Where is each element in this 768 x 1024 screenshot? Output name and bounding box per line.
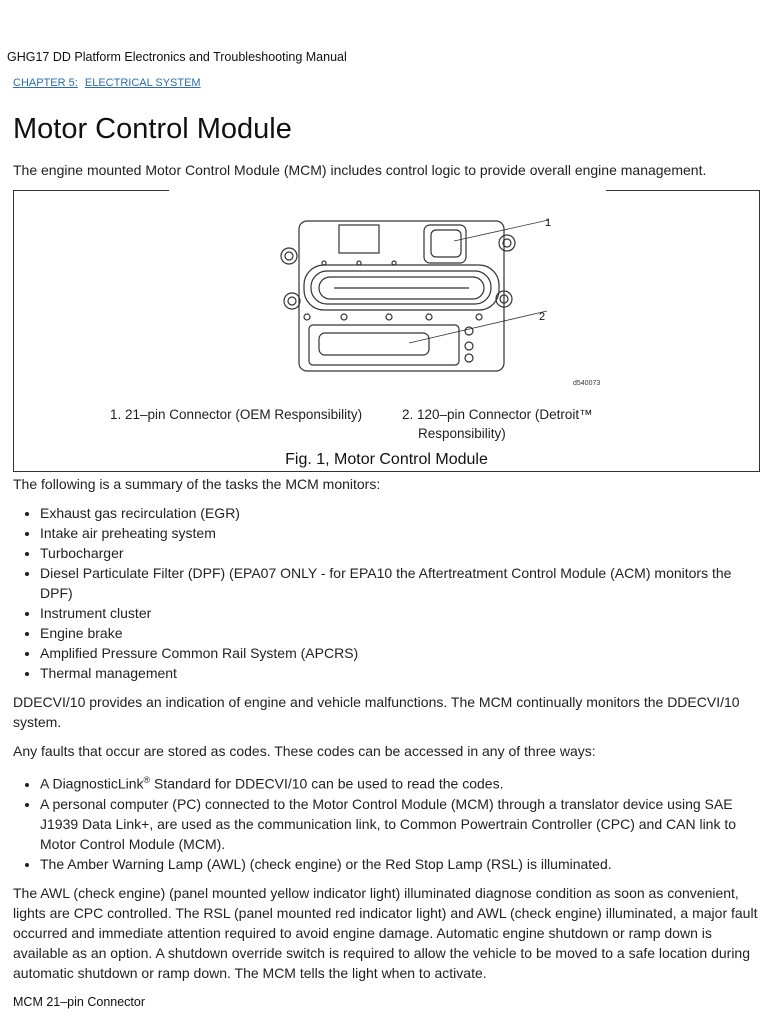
list-item: • A personal computer (PC) connected to the Motor Control Module (MCM) through a translator device using SAE J1939 Data Link+, are used as the communication link, to Common Powertrain Controller (CPC) and CAN link to Motor Control Module (MCM). xyxy=(40,794,761,854)
page-title: Motor Control Module xyxy=(13,113,292,145)
callout-2: 2 xyxy=(539,311,546,323)
list-item xyxy=(40,770,761,794)
access-item-1-prefix: A DiagnosticLink xyxy=(40,775,144,792)
breadcrumb-chapter-link[interactable]: CHAPTER 5: xyxy=(13,77,78,89)
list-item: • Instrument cluster xyxy=(40,603,761,623)
ddec-paragraph: DDECVI/10 provides an indication of engine and vehicle malfunctions. The MCM continually monitors the DDECVI/10 system. xyxy=(13,694,740,730)
tasks-list xyxy=(13,503,761,683)
list-item: • Engine brake xyxy=(40,623,761,643)
breadcrumb xyxy=(13,77,205,89)
list-item: • Intake air preheating system xyxy=(40,523,761,543)
mcm-module-illustration xyxy=(279,213,552,373)
legend-item-2-line2: Responsibility) xyxy=(418,426,506,441)
legend-item-2 xyxy=(402,405,612,443)
legend-item-2-line1: 2. 120–pin Connector (Detroit™ xyxy=(402,407,593,422)
legend-item-1: 1. 21–pin Connector (OEM Responsibility) xyxy=(110,407,363,422)
body-content xyxy=(13,474,761,1012)
figure-box xyxy=(13,190,760,472)
section-heading: MCM 21–pin Connector xyxy=(13,994,146,1009)
list-item: • Diesel Particulate Filter (DPF) (EPA07 ONLY - for EPA10 the Aftertreatment Control Module (ACM) monitors the DPF) xyxy=(40,563,761,603)
tasks-intro: The following is a summary of the tasks the MCM monitors: xyxy=(13,476,381,492)
list-item: • The Amber Warning Lamp (AWL) (check engine) or the Red Stop Lamp (RSL) is illuminated. xyxy=(40,854,761,874)
access-item-1-suffix: Standard for DDECVI/10 can be used to read the codes. xyxy=(150,775,504,792)
awl-paragraph: The AWL (check engine) (panel mounted yellow indicator light) illuminated diagnose condition as soon as convenient, lights are CPC controlled. The RSL (panel mounted red indicator light) and AWL (check engine) illuminated, a major fault occurred and immediate attention required to avoid engine damage. Automatic engine shutdown or ramp down is available as an option. A shutdown override switch is required to allow the vehicle to be moved to a safe location during automatic shutdown or ramp down. The MCM tells the light when to activate. xyxy=(13,884,758,981)
list-item: • Exhaust gas recirculation (EGR) xyxy=(40,503,761,523)
figure-image-id: d540073 xyxy=(573,380,601,387)
callout-1: 1 xyxy=(545,217,552,229)
figure-caption: Fig. 1, Motor Control Module xyxy=(285,451,488,468)
access-list xyxy=(13,770,761,874)
list-item: • Turbocharger xyxy=(40,543,761,563)
breadcrumb-section-link[interactable]: ELECTRICAL SYSTEM xyxy=(84,77,201,89)
faults-paragraph: Any faults that occur are stored as codes. These codes can be accessed in any of three ways: xyxy=(13,743,596,759)
registered-mark: ® xyxy=(143,775,151,785)
intro-paragraph: The engine mounted Motor Control Module (MCM) includes control logic to provide overall engine management. xyxy=(13,162,707,178)
manual-title: GHG17 DD Platform Electronics and Troubleshooting Manual xyxy=(7,50,347,64)
list-item: • Thermal management xyxy=(40,663,761,683)
list-item: • Amplified Pressure Common Rail System (APCRS) xyxy=(40,643,761,663)
